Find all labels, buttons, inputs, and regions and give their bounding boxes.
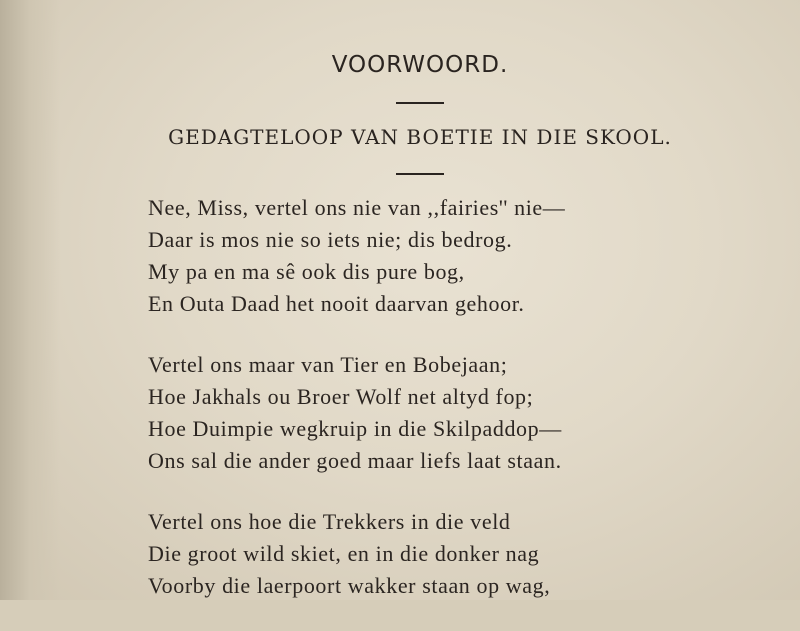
poem-line: My pa en ma sê ook dis pure bog, — [148, 259, 465, 284]
poem-line: Voorby die laerpoort wakker staan op wag, — [148, 573, 551, 598]
poem-line: Daar is mos nie so iets nie; dis bedrog. — [148, 227, 513, 252]
poem-line: En Outa Daad het nooit daarvan gehoor. — [148, 291, 525, 316]
stanza-2 — [148, 349, 565, 477]
poem-line: Vertel ons maar van Tier en Bobejaan; — [148, 352, 508, 377]
poem-body — [148, 192, 565, 631]
stanza-3 — [148, 506, 565, 602]
page-title: VOORWOORD. — [331, 52, 509, 78]
poem-line: Hoe Duimpie wegkruip in die Skilpaddop— — [148, 416, 562, 441]
page-gutter-shadow — [0, 0, 60, 600]
stanza-1 — [148, 192, 565, 320]
poem-line: Nee, Miss, vertel ons nie van ,,fairies'' nie— — [148, 195, 566, 220]
title-divider — [396, 102, 444, 104]
poem-title: GEDAGTELOOP VAN BOETIE IN DIE SKOOL. — [168, 125, 672, 149]
poem-line: Die groot wild skiet, en in die donker nag — [148, 541, 540, 566]
poem-line: Vertel ons hoe die Trekkers in die veld — [148, 509, 511, 534]
poem-line: Ons sal die ander goed maar liefs laat staan. — [148, 448, 562, 473]
poem-line: Hoe Jakhals ou Broer Wolf net altyd fop; — [148, 384, 534, 409]
subtitle-divider — [396, 173, 444, 175]
